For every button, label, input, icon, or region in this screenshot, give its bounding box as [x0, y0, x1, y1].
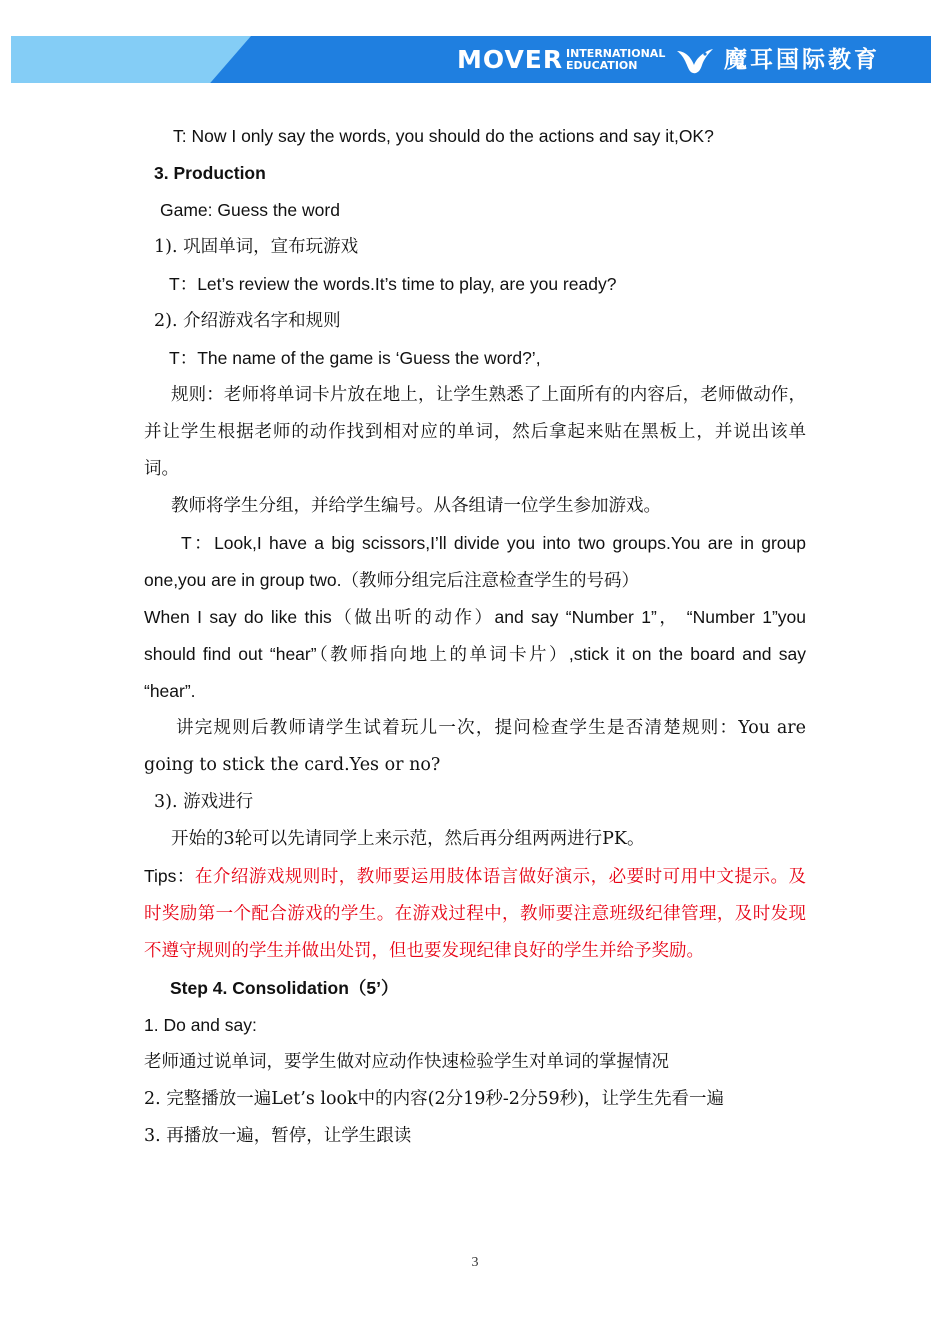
do-and-say-description: 老师通过说单词，要学生做对应动作快速检验学生对单词的掌握情况: [144, 1052, 669, 1072]
document-body: [144, 118, 806, 1155]
step-1-heading: 1). 巩固单词，宣布玩游戏: [154, 237, 359, 257]
tips-text: 在介绍游戏规则时，教师要运用肢体语言做好演示，必要时可用中文提示。及时奖励第一个配合游戏的学生。在游戏过程中，教师要注意班级纪律管理，及时发现不遵守规则的学生并做出处罚，但也要发现纪律良好的学生并给予奖励。: [144, 867, 806, 961]
step-2-heading: 2). 介绍游戏名字和规则: [154, 311, 341, 331]
grouping-paragraph: 教师将学生分组，并给学生编号。从各组请一位学生参加游戏。: [171, 496, 661, 516]
brand-chinese-name: 魔耳国际教育: [724, 47, 880, 73]
brand-subtitle: [566, 48, 665, 72]
teacher-game-name-line: T：The name of the game is ‘Guess the word?’,: [169, 348, 541, 368]
game-title: Game: Guess the word: [160, 200, 340, 220]
replay-item-2: 2. 完整播放一遍Let’s look中的内容(2分19秒-2分59秒)，让学生先看一遍: [144, 1089, 725, 1109]
when-i-say-paragraph: When I say do like this（做出听的动作）and say “Number 1”， “Number 1”you should find out “hear”（教师指向地上的单词卡片）,stick it on the board and say “hear”.: [144, 607, 806, 701]
after-rules-paragraph: 讲完规则后教师请学生试着玩儿一次，提问检查学生是否清楚规则：You are going to stick the card.Yes or no?: [144, 718, 806, 775]
brand-subtitle-line2: EDUCATION: [566, 59, 638, 72]
step-4-heading: Step 4. Consolidation（5’）: [170, 978, 399, 998]
rules-paragraph: 规则：老师将单词卡片放在地上，让学生熟悉了上面所有的内容后，老师做动作，并让学生根据老师的动作找到相对应的单词，然后拿起来贴在黑板上，并说出该单词。: [144, 385, 806, 479]
header-banner: [11, 36, 931, 83]
brand-name: MOVER: [457, 45, 564, 74]
brand-subtitle-line1: INTERNATIONAL: [566, 47, 666, 60]
teacher-scissors-paragraph: T：Look,I have a big scissors,I’ll divide you into two groups.You are in group one,you are in group two.（教师分组完后注意检查学生的号码）: [144, 533, 806, 590]
teacher-review-line: T：Let’s review the words.It’s time to play, are you ready?: [169, 274, 617, 294]
tips-paragraph: [144, 858, 806, 970]
banner-light-stripe: [11, 36, 251, 83]
tips-label: Tips：: [144, 866, 195, 886]
do-and-say-item: 1. Do and say:: [144, 1015, 257, 1035]
replay-item-3: 3. 再播放一遍，暂停，让学生跟读: [144, 1126, 412, 1146]
bird-logo-icon: [675, 45, 715, 75]
rounds-paragraph: 开始的3轮可以先请同学上来示范，然后再分组两两进行PK。: [171, 829, 645, 849]
step-3-heading: 3). 游戏进行: [154, 792, 254, 812]
production-heading: 3. Production: [154, 163, 266, 183]
page-number: 3: [471, 1255, 479, 1270]
teacher-instruction-actions: T: Now I only say the words, you should do the actions and say it,OK?: [173, 126, 714, 146]
